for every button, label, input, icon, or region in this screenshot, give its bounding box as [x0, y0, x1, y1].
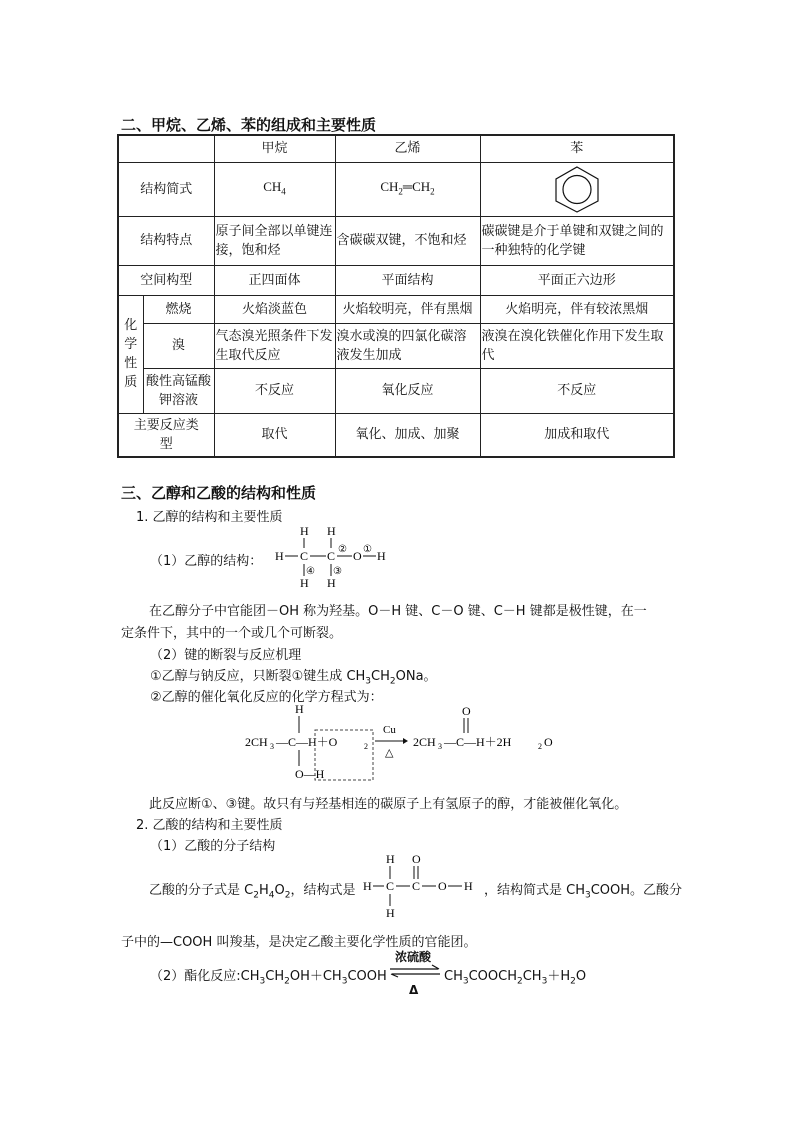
svg-text:Cu: Cu: [383, 724, 396, 736]
svg-text:2CH: 2CH: [245, 735, 268, 749]
ethylene-kmno4: 氧化反应: [335, 368, 480, 413]
svg-text:④: ④: [306, 566, 315, 577]
section3-title: 三、乙醇和乙酸的结构和性质: [121, 484, 317, 502]
header-ethylene: 乙烯: [335, 135, 480, 162]
svg-text:C: C: [300, 549, 309, 563]
svg-text:O: O: [438, 879, 447, 893]
svg-text:2: 2: [538, 742, 542, 751]
svg-text:—C—H＋O: —C—H＋O: [276, 735, 338, 749]
acetic-formula-part2: ，结构简式是 $CH_3COOH$。乙酸分: [484, 883, 683, 901]
svg-text:H: H: [300, 576, 309, 590]
benzene-kmno4: 不反应: [480, 368, 674, 413]
svg-text:O: O: [544, 735, 553, 749]
svg-text:O: O: [353, 549, 362, 563]
row-label-burn: 燃烧: [143, 295, 214, 323]
acetic-structure: [360, 850, 485, 922]
svg-text:O: O: [412, 852, 421, 866]
acetic-acid-heading: 2. 乙酸的结构和主要性质: [136, 818, 283, 833]
ester-products: $CH_3COOCH_2CH_3+H_2O$: [444, 969, 587, 987]
ethylene-burn: 火焰较明亮，伴有黑烟: [335, 295, 480, 323]
svg-text:H: H: [363, 879, 372, 893]
svg-text:C: C: [412, 879, 421, 893]
chem-properties-label: 化 学 性 质: [118, 295, 143, 413]
svg-text:②: ②: [338, 544, 347, 555]
svg-text:H: H: [386, 852, 395, 866]
bond-breaking-heading: （2）键的断裂与反应机理: [150, 648, 302, 663]
benzene-shape: 平面正六边形: [480, 265, 674, 295]
row-label-feature: 结构特点: [118, 216, 214, 265]
svg-text:H: H: [295, 702, 304, 716]
ethylene-shape: 平面结构: [335, 265, 480, 295]
oxidation-note: 此反应断①、③键。故只有与羟基相连的碳原子上有氢原子的醇，才能被催化氧化。: [149, 797, 628, 812]
header-empty: [118, 135, 214, 162]
svg-text:O: O: [462, 704, 471, 718]
benzene-structure: [480, 162, 674, 216]
header-methane: 甲烷: [214, 135, 335, 162]
ester-heat: Δ: [409, 983, 419, 997]
hydroxyl-para-line2: 定条件下，其中的一个或几个可断裂。: [121, 626, 343, 641]
methane-reaction: 取代: [214, 413, 335, 457]
methane-shape: 正四面体: [214, 265, 335, 295]
svg-text:H: H: [275, 549, 284, 563]
methane-kmno4: 不反应: [214, 368, 335, 413]
svg-text:O—H: O—H: [295, 767, 325, 781]
benzene-burn: 火焰明亮，伴有较浓黑烟: [480, 295, 674, 323]
acetic-formula-part1: 乙酸的分子式是 $C_2H_4O_2$，结构式是: [149, 883, 356, 901]
svg-text:3: 3: [270, 742, 274, 751]
svg-text:2: 2: [364, 742, 368, 751]
ethylene-formula: $CH_2═CH_2$: [335, 162, 480, 216]
methane-feature: 原子间全部以单键连接，饱和烃: [214, 216, 335, 265]
ethanol-structure-label: （1）乙醇的结构：: [150, 554, 263, 569]
row-label-bromine: 溴: [143, 323, 214, 368]
ester-reactants: （2）酯化反应$:CH_3CH_2OH+CH_3COOH$: [150, 969, 387, 987]
ethanol-heading: 1. 乙醇的结构和主要性质: [136, 510, 283, 525]
svg-text:H: H: [327, 524, 336, 538]
svg-text:③: ③: [333, 566, 342, 577]
ethylene-bromine: 溴水或溴的四氯化碳溶液发生加成: [335, 323, 480, 368]
svg-text:△: △: [385, 747, 394, 759]
benzene-bromine: 液溴在溴化铁催化作用下发生取代: [480, 323, 674, 368]
svg-text:C: C: [327, 549, 336, 563]
svg-text:—C—H＋2H: —C—H＋2H: [444, 735, 512, 749]
carboxyl-line: 子中的—COOH 叫羧基，是决定乙酸主要化学性质的官能团。: [121, 935, 477, 950]
svg-text:H: H: [327, 576, 336, 590]
reversible-arrow-icon: [388, 964, 442, 978]
svg-text:C: C: [386, 879, 395, 893]
methane-bromine: 气态溴光照条件下发生取代反应: [214, 323, 335, 368]
header-benzene: 苯: [480, 135, 674, 162]
hydrocarbon-table: [117, 134, 675, 458]
sodium-reaction-line: ①乙醇与钠反应，只断裂①键生成 $CH_3CH_2ONa$。: [150, 669, 437, 687]
methane-burn: 火焰淡蓝色: [214, 295, 335, 323]
benzene-reaction: 加成和取代: [480, 413, 674, 457]
benzene-ring-icon: [551, 165, 603, 213]
svg-text:H: H: [377, 549, 386, 563]
svg-text:H: H: [386, 906, 395, 920]
benzene-feature: 碳碳键是介于单键和双键之间的一种独特的化学键: [480, 216, 674, 265]
methane-formula: $CH_4$: [214, 162, 335, 216]
row-label-reaction: 主要反应类型: [118, 413, 214, 457]
section2-title: 二、甲烷、乙烯、苯的组成和主要性质: [121, 116, 377, 134]
acetic-structure-heading: （1）乙酸的分子结构: [150, 839, 276, 854]
ester-catalyst: 浓硫酸: [395, 950, 432, 964]
row-label-formula: 结构简式: [118, 162, 214, 216]
hydroxyl-para-line1: 在乙醇分子中官能团－OH 称为羟基。O－H 键、C－O 键、C－H 键都是极性键，在一: [149, 604, 647, 619]
svg-text:①: ①: [363, 544, 372, 555]
oxidation-line: ②乙醇的催化氧化反应的化学方程式为：: [150, 690, 383, 705]
oxidation-equation: [240, 700, 570, 782]
row-label-kmno4: 酸性高锰酸钾溶液: [143, 368, 214, 413]
ethylene-feature: 含碳碳双键，不饱和烃: [335, 216, 480, 265]
svg-text:2CH: 2CH: [413, 735, 436, 749]
ethylene-reaction: 氧化、加成、加聚: [335, 413, 480, 457]
ethanol-structure: [270, 520, 400, 592]
svg-text:H: H: [464, 879, 473, 893]
svg-text:H: H: [300, 524, 309, 538]
svg-text:3: 3: [438, 742, 442, 751]
row-label-shape: 空间构型: [118, 265, 214, 295]
